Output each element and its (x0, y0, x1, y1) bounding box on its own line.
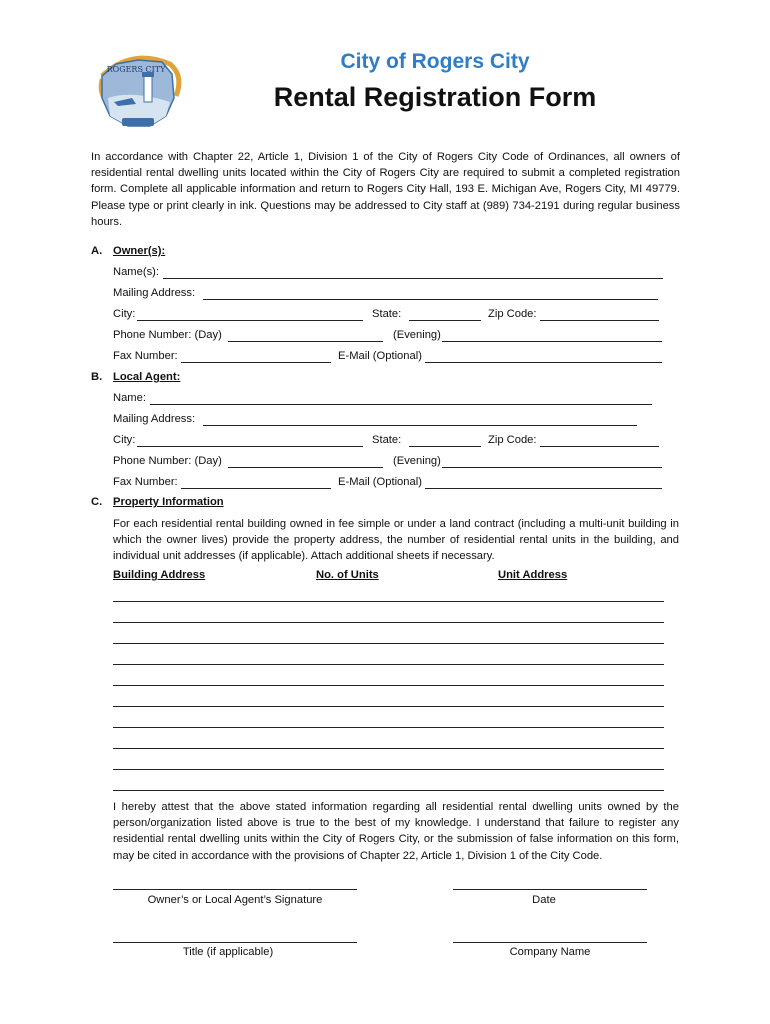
section-c-letter: C. (91, 496, 103, 508)
owner-email-field[interactable] (425, 362, 662, 363)
agent-fax-field[interactable] (181, 488, 331, 489)
agent-email-label: E-Mail (Optional) (338, 476, 422, 488)
owner-fax-label: Fax Number: (113, 350, 178, 362)
property-line[interactable] (113, 748, 664, 749)
agent-mailing-field[interactable] (203, 425, 637, 426)
agent-city-field[interactable] (137, 446, 363, 447)
agent-mailing-label: Mailing Address: (113, 413, 196, 425)
title-field[interactable] (113, 942, 357, 943)
owner-mailing-field[interactable] (203, 299, 658, 300)
city-name: City of Rogers City (340, 50, 530, 73)
owner-email-label: E-Mail (Optional) (338, 350, 422, 362)
agent-city-label: City: (113, 434, 136, 446)
agent-evening-field[interactable] (442, 467, 662, 468)
agent-fax-label: Fax Number: (113, 476, 178, 488)
agent-phone-day-field[interactable] (228, 467, 383, 468)
form-title: Rental Registration Form (273, 82, 597, 112)
attestation-paragraph: I hereby attest that the above stated information regarding all residential rental dwelling units owned by the person/organization listed above is true to the best of my knowledge. I understand that failure to register any residential rental dwelling units within the City of Rogers City, or the submission of false information on this form, may be cited in accordance with the provisions of Chapter 22, Article 1, Division 1 of the City Code. (113, 801, 679, 862)
property-line[interactable] (113, 769, 664, 770)
logo-text: ROGERS CITY (106, 65, 166, 74)
title-label: Title (if applicable) (182, 946, 274, 958)
owner-state-field[interactable] (409, 320, 481, 321)
property-line[interactable] (113, 601, 664, 602)
property-line[interactable] (113, 622, 664, 623)
signature-label: Owner’s or Local Agent’s Signature (147, 894, 323, 906)
col-building-address: Building Address (113, 569, 206, 581)
property-line[interactable] (113, 790, 664, 791)
signature-field[interactable] (113, 889, 357, 890)
agent-name-field[interactable] (150, 404, 652, 405)
section-c-title: Property Information (113, 496, 224, 508)
owner-state-label: State: (372, 308, 402, 320)
agent-state-label: State: (372, 434, 402, 446)
section-a-title: Owner(s): (113, 245, 166, 257)
intro-paragraph: In accordance with Chapter 22, Article 1, Division 1 of the City of Rogers City Code of Ordinances, all owners of residential rental dwelling units located within the City of Rogers City are required to submit a completed registration form. Complete all applicable information and return to Rogers City Hall, 193 E. Michigan Ave, Rogers City, MI 49779. Please type or print clearly in ink. Questions may be addressed to City staff at (989) 734-2191 during regular business hours. (91, 151, 680, 228)
agent-evening-label: (Evening) (393, 455, 441, 467)
section-a-letter: A. (91, 245, 103, 257)
owner-city-label: City: (113, 308, 136, 320)
owner-name-field[interactable] (163, 278, 663, 279)
agent-zip-label: Zip Code: (488, 434, 537, 446)
agent-phone-day-label: Phone Number: (Day) (113, 455, 222, 467)
owner-name-label: Name(s): (113, 266, 159, 278)
agent-zip-field[interactable] (540, 446, 659, 447)
col-no-of-units: No. of Units (316, 569, 379, 581)
property-line[interactable] (113, 706, 664, 707)
company-field[interactable] (453, 942, 647, 943)
date-field[interactable] (453, 889, 647, 890)
property-line[interactable] (113, 727, 664, 728)
section-b-letter: B. (91, 371, 103, 383)
section-b-title: Local Agent: (113, 371, 181, 383)
agent-name-label: Name: (113, 392, 146, 404)
property-line[interactable] (113, 643, 664, 644)
owner-zip-field[interactable] (540, 320, 659, 321)
agent-state-field[interactable] (409, 446, 481, 447)
company-label: Company Name (509, 946, 591, 958)
owner-mailing-label: Mailing Address: (113, 287, 196, 299)
property-line[interactable] (113, 685, 664, 686)
owner-zip-label: Zip Code: (488, 308, 537, 320)
owner-evening-label: (Evening) (393, 329, 441, 341)
col-unit-address: Unit Address (498, 569, 568, 581)
owner-fax-field[interactable] (181, 362, 331, 363)
property-instructions: For each residential rental building owned in fee simple or under a land contract (including a multi-unit building in which the owner lives) provide the property address, the number of residential rental units in the building, and individual unit addresses (if applicable). Attach additional sheets if necessary. (113, 518, 679, 563)
owner-phone-day-field[interactable] (228, 341, 383, 342)
owner-city-field[interactable] (137, 320, 363, 321)
owner-evening-field[interactable] (442, 341, 662, 342)
owner-phone-day-label: Phone Number: (Day) (113, 329, 222, 341)
property-line[interactable] (113, 664, 664, 665)
agent-email-field[interactable] (425, 488, 662, 489)
date-label: Date (532, 894, 556, 906)
